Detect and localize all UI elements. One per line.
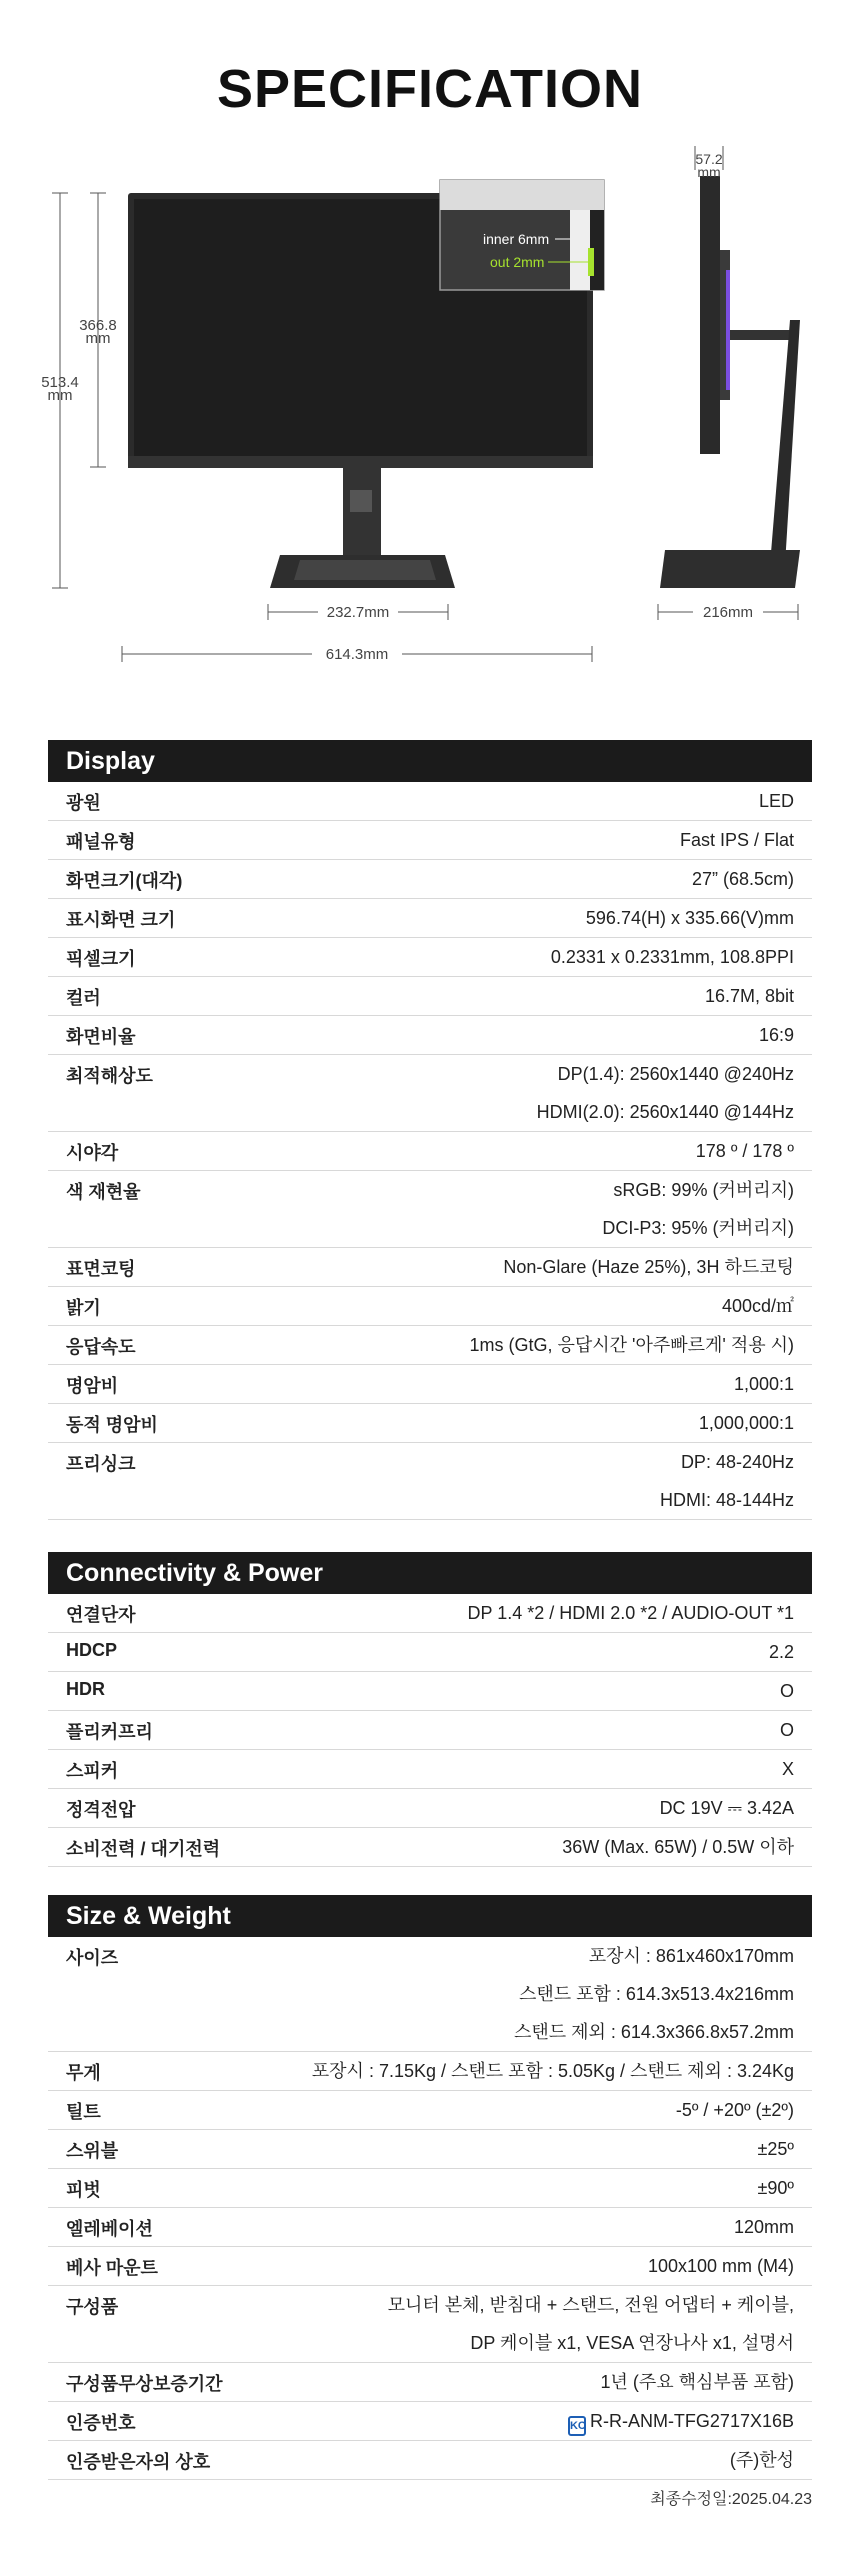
spec-values xyxy=(602,1171,812,1247)
spec-value: 2.2 xyxy=(768,1642,794,1662)
spec-row xyxy=(48,2441,812,2480)
spec-row xyxy=(48,2169,812,2208)
spec-row xyxy=(48,977,812,1016)
spec-values xyxy=(730,2441,812,2479)
kc-certification-icon: KC xyxy=(568,2416,586,2436)
spec-value: 596.74(H) x 335.66(V)mm xyxy=(585,908,794,928)
spec-row xyxy=(48,1248,812,1287)
spec-row xyxy=(48,2286,812,2363)
spec-label: 픽셀크기 xyxy=(66,949,136,969)
spec-row xyxy=(48,1594,812,1633)
spec-value: 1ms (GtG, 응답시간 '아주빠르게' 적용 시) xyxy=(469,1335,794,1355)
spec-value: 1년 (주요 핵심부품 포함) xyxy=(600,2372,794,2392)
spec-values xyxy=(551,938,812,976)
spec-label: 컬러 xyxy=(66,988,101,1008)
spec-label: 플리커프리 xyxy=(66,1722,153,1742)
spec-label: 베사 마운트 xyxy=(66,2258,158,2278)
monitor-side-panel xyxy=(700,176,720,454)
spec-label: 화면비율 xyxy=(66,1027,136,1047)
spec-label: 표시화면 크기 xyxy=(66,910,176,930)
spec-value: DCI-P3: 95% (커버리지) xyxy=(602,1218,794,1238)
side-depth-dim: 57.2 xyxy=(695,151,723,167)
spec-label: 명암비 xyxy=(66,1376,119,1396)
spec-value: DP(1.4): 2560x1440 @240Hz xyxy=(557,1064,794,1084)
spec-value: DP 1.4 *2 / HDMI 2.0 *2 / AUDIO-OUT *1 xyxy=(467,1603,794,1623)
spec-row xyxy=(48,1828,812,1867)
spec-row xyxy=(48,1404,812,1443)
spec-value: 27” (68.5cm) xyxy=(691,869,794,889)
spec-values xyxy=(468,1594,812,1632)
section-header: Size & Weight xyxy=(48,1895,812,1937)
last-updated: 최종수정일:2025.04.23 xyxy=(650,2491,812,2508)
spec-values xyxy=(503,1248,812,1286)
spec-label: 시야각 xyxy=(66,1143,119,1163)
spec-row xyxy=(48,2130,812,2169)
spec-label: 사이즈 xyxy=(66,1948,119,1968)
spec-label: 스위블 xyxy=(66,2141,119,2161)
svg-text:513.4mm: 513.4 mm xyxy=(41,374,79,404)
monitor-side-stand xyxy=(770,320,800,565)
spec-row xyxy=(48,1750,812,1789)
section-header: Display xyxy=(48,740,812,782)
spec-values xyxy=(782,1750,812,1788)
spec-value: 0.2331 x 0.2331mm, 108.8PPI xyxy=(550,947,794,967)
spec-value: 1,000:1 xyxy=(733,1374,794,1394)
spec-values xyxy=(680,821,812,859)
spec-values xyxy=(537,1055,812,1131)
spec-label: HDCP xyxy=(66,1640,118,1660)
spec-label: 스피커 xyxy=(66,1761,119,1781)
spec-value: O xyxy=(779,1720,794,1740)
spec-values xyxy=(648,2247,812,2285)
spec-row xyxy=(48,2052,812,2091)
spec-values xyxy=(780,1711,812,1749)
spec-row xyxy=(48,782,812,821)
spec-value: 포장시 : 861x460x170mm xyxy=(588,1946,794,1966)
spec-value: (주)한성 xyxy=(729,2450,794,2470)
spec-value: HDMI: 48-144Hz xyxy=(659,1490,794,1510)
total-height-dim: 513.4 xyxy=(41,374,79,391)
spec-value xyxy=(568,2402,794,2440)
certification-number: R-R-ANM-TFG2717X16B xyxy=(589,2411,794,2431)
spec-row xyxy=(48,1016,812,1055)
spec-row xyxy=(48,821,812,860)
spec-section-0 xyxy=(48,740,812,1520)
spec-value: HDMI(2.0): 2560x1440 @144Hz xyxy=(536,1102,794,1122)
spec-value: ±90º xyxy=(757,2178,794,2198)
spec-value: sRGB: 99% (커버리지) xyxy=(613,1180,794,1200)
spec-value: 16.7M, 8bit xyxy=(704,986,794,1006)
spec-values xyxy=(660,1443,812,1519)
spec-row xyxy=(48,1287,812,1326)
spec-values xyxy=(734,1365,812,1403)
spec-row xyxy=(48,2402,812,2441)
spec-label: 응답속도 xyxy=(66,1337,136,1357)
spec-label: 화면크기(대각) xyxy=(66,871,183,891)
spec-label: 패널유형 xyxy=(66,832,136,852)
spec-label: 정격전압 xyxy=(66,1800,136,1820)
spec-values xyxy=(692,860,812,898)
spec-label: 색 재현율 xyxy=(66,1182,141,1202)
spec-value: DC 19V ⎓ 3.42A xyxy=(659,1798,794,1818)
spec-value: -5º / +20º (±2º) xyxy=(675,2100,794,2120)
spec-values xyxy=(514,1937,812,2051)
spec-value: DP 케이블 x1, VESA 연장나사 x1, 설명서 xyxy=(470,2333,794,2353)
spec-values xyxy=(722,1287,812,1325)
spec-values xyxy=(758,2130,812,2168)
spec-label: 밝기 xyxy=(66,1298,101,1318)
spec-values xyxy=(758,2169,812,2207)
spec-values xyxy=(676,2091,812,2129)
spec-values xyxy=(469,1326,812,1364)
spec-label: 프리싱크 xyxy=(66,1454,136,1474)
svg-text:57.2mm: 57.2 mm xyxy=(695,151,723,180)
spec-row xyxy=(48,860,812,899)
spec-value: ±25º xyxy=(757,2139,794,2159)
spec-value: 포장시 : 7.15Kg / 스탠드 포함 : 5.05Kg / 스탠드 제외 : 3.24Kg xyxy=(311,2061,794,2081)
spec-values xyxy=(601,2363,813,2401)
spec-value: 400cd/㎡ xyxy=(721,1296,794,1316)
spec-row xyxy=(48,2091,812,2130)
spec-row xyxy=(48,1365,812,1404)
spec-value: 스탠드 제외 : 614.3x366.8x57.2mm xyxy=(513,2022,794,2042)
spec-value: DP: 48-240Hz xyxy=(680,1452,794,1472)
spec-value: 36W (Max. 65W) / 0.5W 이하 xyxy=(562,1837,794,1857)
spec-value: 1,000,000:1 xyxy=(698,1413,794,1433)
spec-value: 100x100 mm (M4) xyxy=(647,2256,794,2276)
spec-label: HDR xyxy=(66,1679,105,1699)
total-width-dim: 614.3mm xyxy=(325,646,389,663)
spec-values xyxy=(388,2286,812,2362)
spec-value: Fast IPS / Flat xyxy=(679,830,794,850)
spec-value: 모니터 본체, 받침대 + 스탠드, 전원 어댑터 + 케이블, xyxy=(387,2295,794,2315)
spec-value: 스탠드 포함 : 614.3x513.4x216mm xyxy=(518,1984,794,2004)
spec-row xyxy=(48,1443,812,1520)
spec-values xyxy=(568,2402,812,2440)
spec-values xyxy=(562,1828,812,1866)
spec-value: 120mm xyxy=(733,2217,794,2237)
spec-label: 인증번호 xyxy=(66,2413,136,2433)
spec-values xyxy=(759,1016,812,1054)
spec-label: 연결단자 xyxy=(66,1605,136,1625)
spec-values xyxy=(759,782,812,820)
spec-row xyxy=(48,1789,812,1828)
spec-row xyxy=(48,1937,812,2052)
page-title: SPECIFICATION xyxy=(216,59,643,119)
spec-values xyxy=(734,2208,812,2246)
spec-label: 인증받은자의 상호 xyxy=(66,2452,211,2472)
spec-section-2 xyxy=(48,1895,812,2480)
spec-label: 소비전력 / 대기전력 xyxy=(66,1839,221,1859)
spec-label: 피벗 xyxy=(66,2180,101,2200)
spec-label: 틸트 xyxy=(66,2102,101,2122)
spec-values xyxy=(699,1404,812,1442)
spec-row xyxy=(48,2363,812,2402)
spec-values xyxy=(705,977,812,1015)
section-header: Connectivity & Power xyxy=(48,1552,812,1594)
spec-value: O xyxy=(779,1681,794,1701)
spec-value: LED xyxy=(758,791,794,811)
spec-section-1 xyxy=(48,1552,812,1867)
spec-label: 동적 명암비 xyxy=(66,1415,158,1435)
spec-label: 엘레베이션 xyxy=(66,2219,153,2239)
spec-label: 표면코팅 xyxy=(66,1259,136,1279)
spec-row xyxy=(48,1711,812,1750)
panel-height-dim: 366.8 xyxy=(79,317,117,334)
inner-bezel-label: inner 6mm xyxy=(483,231,550,247)
spec-label: 최적해상도 xyxy=(66,1066,153,1086)
spec-row xyxy=(48,899,812,938)
spec-row xyxy=(48,1326,812,1365)
spec-value: Non-Glare (Haze 25%), 3H 하드코팅 xyxy=(503,1257,794,1277)
spec-row xyxy=(48,1055,812,1132)
spec-label: 구성품 xyxy=(66,2297,119,2317)
spec-values xyxy=(660,1789,812,1827)
spec-row xyxy=(48,1132,812,1171)
spec-values xyxy=(696,1132,812,1170)
spec-label: 무게 xyxy=(66,2063,101,2083)
spec-values xyxy=(586,899,812,937)
spec-row xyxy=(48,2208,812,2247)
stand-width-dim: 232.7mm xyxy=(326,604,390,621)
spec-row xyxy=(48,938,812,977)
spec-row xyxy=(48,1672,812,1711)
spec-value: 16:9 xyxy=(758,1025,794,1045)
spec-value: 178 º / 178 º xyxy=(695,1141,794,1161)
spec-values xyxy=(769,1633,812,1671)
spec-label: 구성품무상보증기간 xyxy=(66,2374,223,2394)
monitor-dimension-figure xyxy=(0,130,860,690)
spec-row xyxy=(48,2247,812,2286)
spec-label: 광원 xyxy=(66,793,101,813)
svg-text:366.8mm: 366.8 mm xyxy=(79,317,117,347)
spec-values xyxy=(312,2052,812,2090)
spec-row xyxy=(48,1171,812,1248)
spec-value: X xyxy=(781,1759,794,1779)
spec-row xyxy=(48,1633,812,1672)
stand-depth-dim: 216mm xyxy=(702,604,754,621)
spec-values xyxy=(780,1672,812,1710)
outer-bezel-label: out 2mm xyxy=(490,254,545,270)
